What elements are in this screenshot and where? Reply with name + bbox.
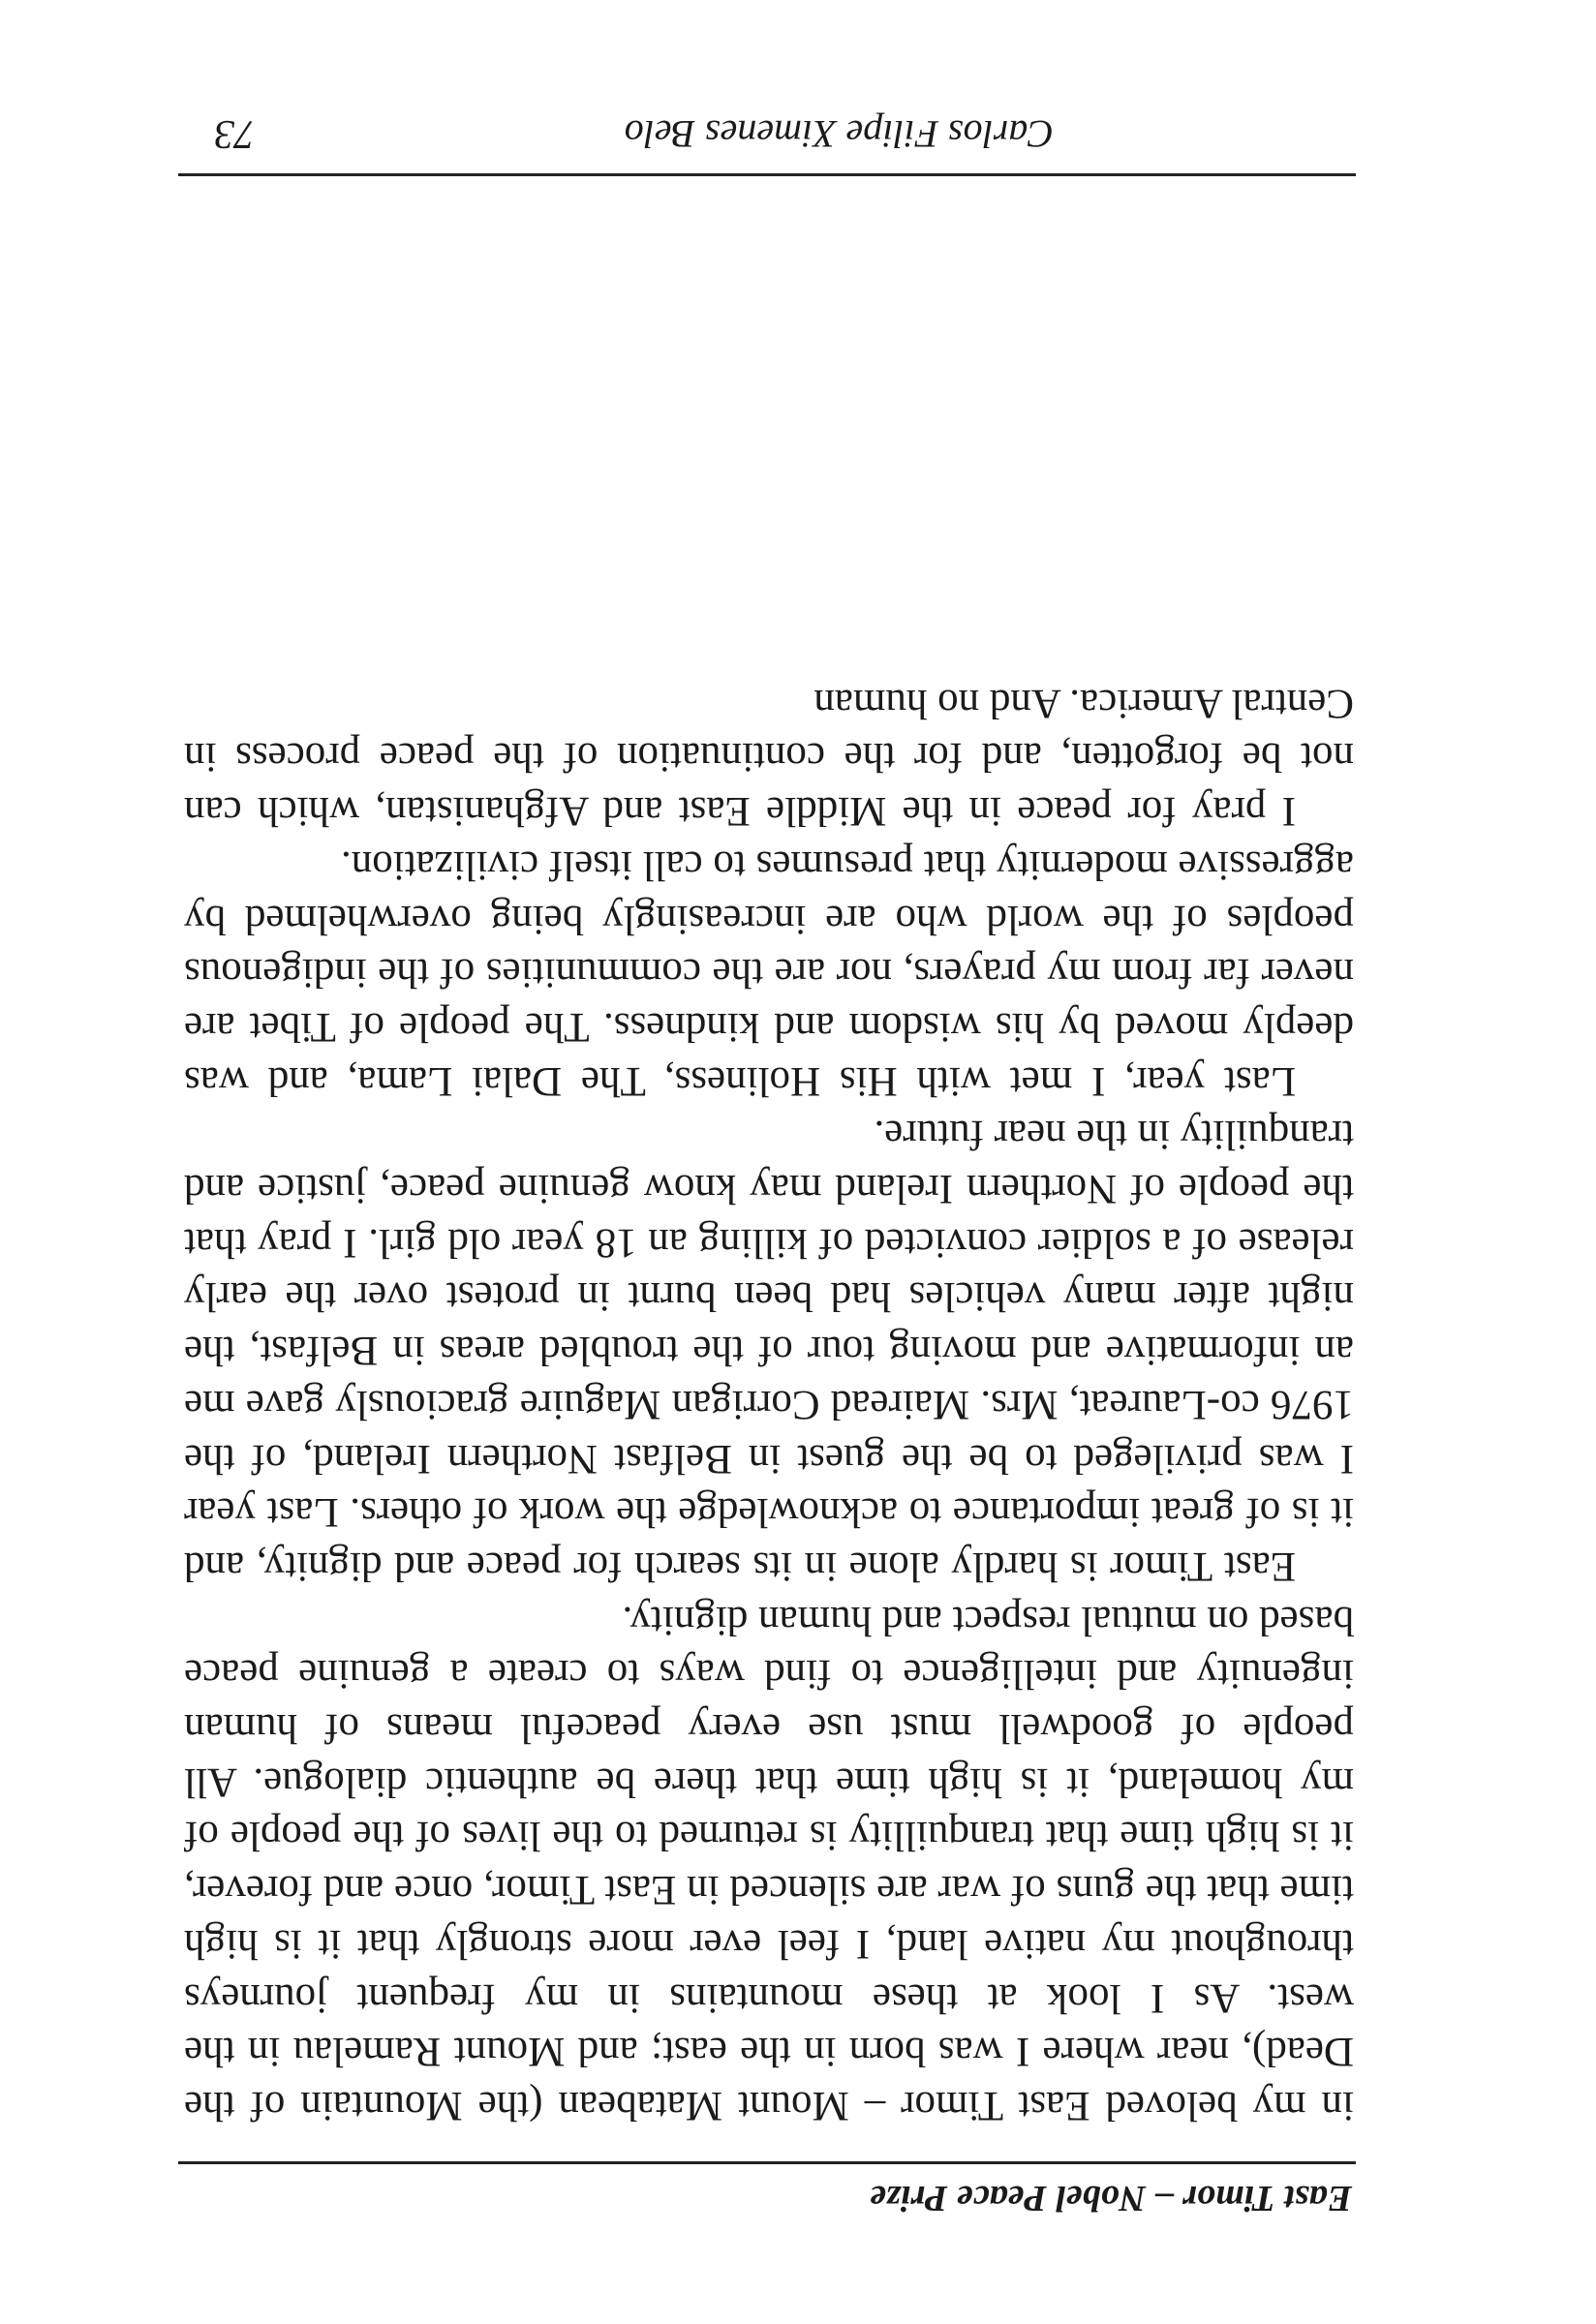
paragraph-1: in my beloved East Timor – Mount Matabean (the Mountain of the Dead), near where I was born in the east; and Mount Ramelau in the west. As I look at these mountains in my frequent journeys throughout my native land, I feel ever more strongly that it is high time that the guns of war are silenced in East Timor, once and forever, it is high time that tranquillity is returned to the lives of the people of my homeland, it is high time that there be authentic dialogue. All people of goodwell must use every peaceful means of human ingenuity and intelligence to find ways to create a genuine peace based on mutual respect and human dignity. [184, 1597, 1354, 2128]
body-text [184, 676, 1354, 2132]
paragraph-4: I pray for peace in the Middle East and Afghanistan, which can not be forgotten, and for the continuation of the peace process in Central America. And no human [184, 680, 1354, 835]
header-rule [178, 2161, 1356, 2164]
footer-rule [178, 173, 1356, 176]
page-number: 73 [214, 111, 255, 156]
running-head: East Timor – Nobel Peace Prize [870, 2178, 1352, 2218]
footer-author: Carlos Filipe Ximenes Belo [624, 112, 1054, 156]
paragraph-3: Last year, I met with His Holiness, The Dalai Lama, and was deeply moved by his wisdom and kindness. The people of Tibet are never far from my prayers, nor are the communities of the indigenous peoples of the world who are increasingly being overwhelmed by aggressive modernity that presumes to call itself civilization. [184, 841, 1354, 1104]
paragraph-2: East Timor is hardly alone in its search for peace and dignity, and it is of great importance to acknowledge the work of others. Last year I was privileged to be the guest in Belfast Northern Ireland, of the 1976 co-Laureat, Mrs. Mairead Corrigan Maguire graciously gave me an informative and moving tour of the troubled areas in Belfast, the night after many vehicles had been burnt in protest over the early release of a soldier convicted of killing an 18 year old girl. I pray that the people of Northern Ireland may know genuine peace, justice and tranquility in the near future. [184, 1112, 1354, 1589]
